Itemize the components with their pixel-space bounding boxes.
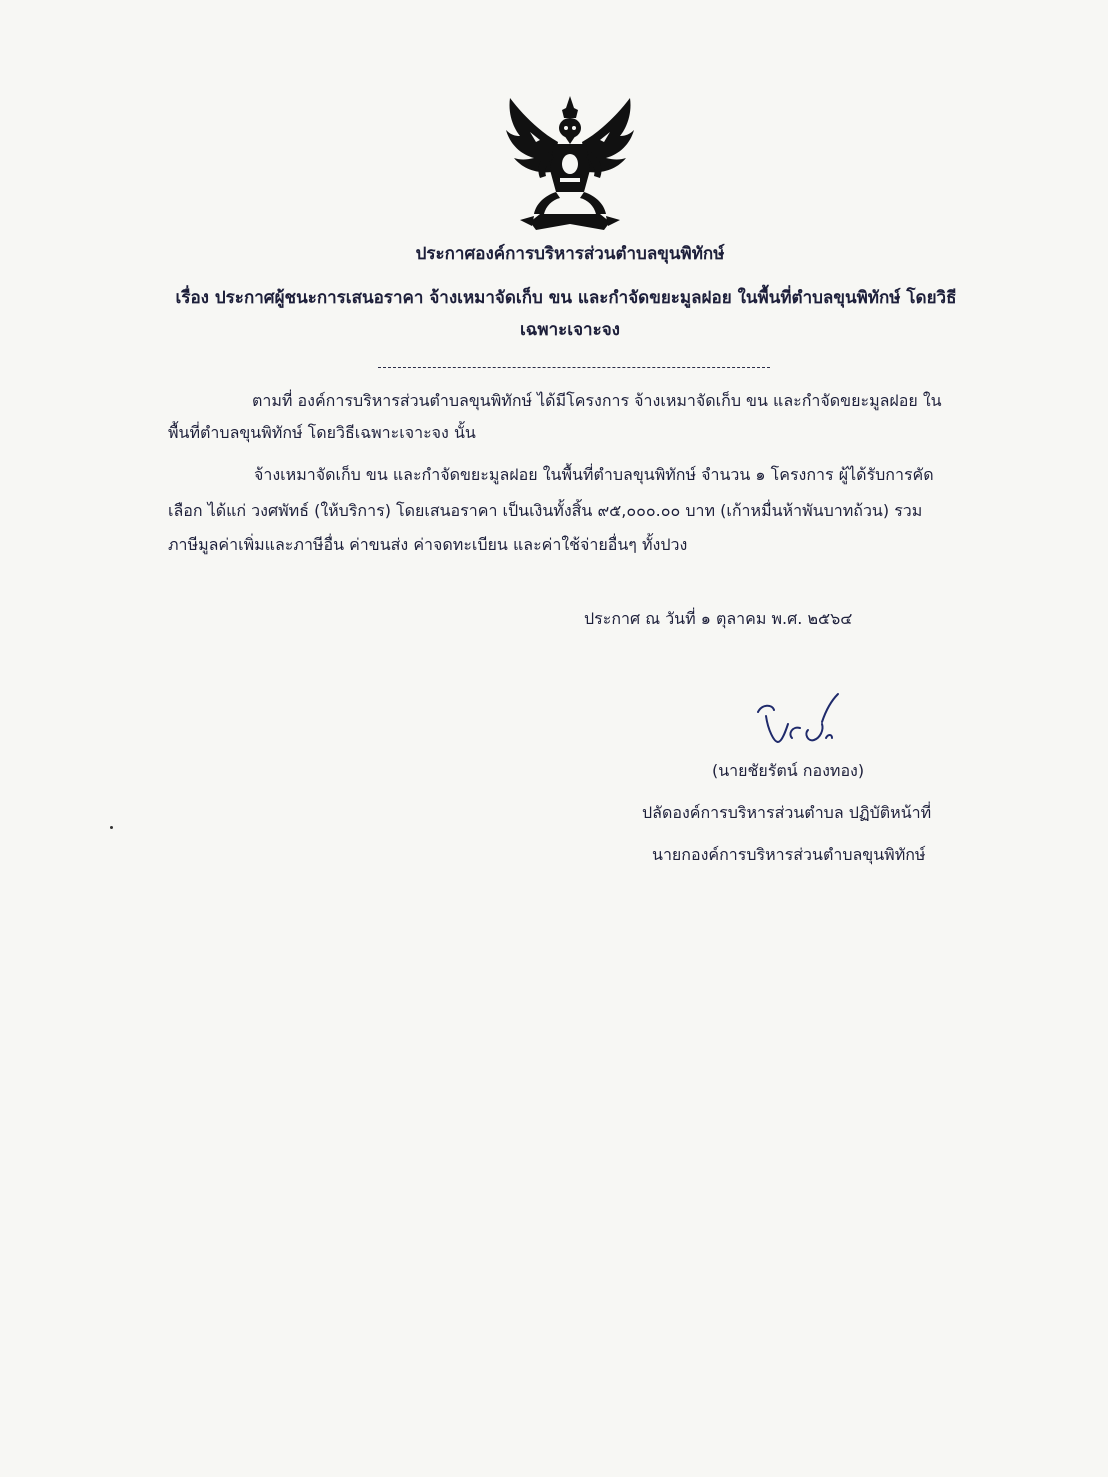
handwritten-signature — [752, 690, 852, 754]
announcement-date: ประกาศ ณ วันที่ ๑ ตุลาคม พ.ศ. ๒๕๖๔ — [584, 609, 853, 628]
garuda-emblem-icon — [500, 92, 640, 238]
paragraph-2-line-1: จ้างเหมาจัดเก็บ ขน และกำจัดขยะมูลฝอย ในพื้นที่ตำบลขุนพิทักษ์ จำนวน ๑ โครงการ ผู้ได้รับการคัด — [254, 465, 934, 484]
signatory-position-line-2: นายกองค์การบริหารส่วนตำบลขุนพิทักษ์ — [652, 845, 926, 864]
paragraph-2-line-3: ภาษีมูลค่าเพิ่มและภาษีอื่น ค่าขนส่ง ค่าจดทะเบียน และค่าใช้จ่ายอื่นๆ ทั้งปวง — [168, 535, 688, 554]
announcement-subject-line-1: เรื่อง ประกาศผู้ชนะการเสนอราคา จ้างเหมาจัดเก็บ ขน และกำจัดขยะมูลฝอย ในพื้นที่ตำบลขุนพิทักษ์ โดยวิธี — [175, 288, 957, 308]
announcement-subject-line-2: เฉพาะเจาะจง — [520, 320, 620, 340]
signatory-position-line-1: ปลัดองค์การบริหารส่วนตำบล ปฏิบัติหน้าที่ — [642, 803, 932, 822]
announcement-heading: ประกาศองค์การบริหารส่วนตำบลขุนพิทักษ์ — [415, 244, 725, 264]
signatory-name: (นายชัยรัตน์ กองทอง) — [712, 761, 865, 780]
scan-speck — [110, 826, 113, 829]
paragraph-2-line-2: เลือก ได้แก่ วงศพัทธ์ (ให้บริการ) โดยเสนอราคา เป็นเงินทั้งสิ้น ๙๕,๐๐๐.๐๐ บาท (เก้าหมื่นห้าพันบาทถ้วน) รวม — [168, 501, 923, 520]
paragraph-1-line-2: พื้นที่ตำบลขุนพิทักษ์ โดยวิธีเฉพาะเจาะจง นั้น — [168, 423, 476, 442]
heading-divider — [378, 367, 770, 368]
paragraph-1-line-1: ตามที่ องค์การบริหารส่วนตำบลขุนพิทักษ์ ได้มีโครงการ จ้างเหมาจัดเก็บ ขน และกำจัดขยะมูลฝอย ใน — [252, 391, 942, 410]
